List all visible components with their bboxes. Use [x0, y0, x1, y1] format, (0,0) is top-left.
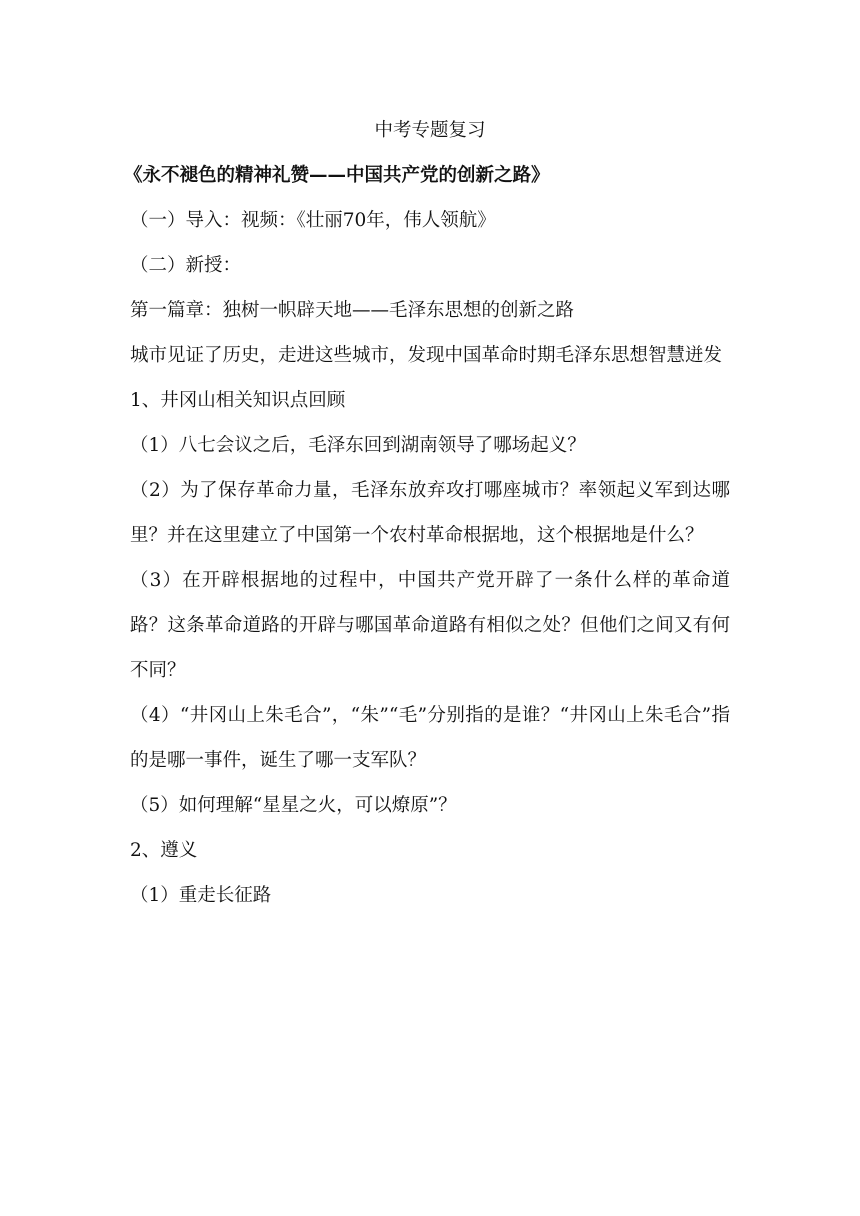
doc-title: 《永不褪色的精神礼赞——中国共产党的创新之路》 — [124, 165, 550, 186]
question-2: （2）为了保存革命力量，毛泽东放弃攻打哪座城市？率领起义军到达哪里？并在这里建立了中国第一个农村革命根据地，这个根据地是什么？ — [130, 480, 730, 546]
section-heading-jinggangshan: 1、井冈山相关知识点回顾 — [130, 390, 346, 411]
cities-paragraph: 城市见证了历史，走进这些城市，发现中国革命时期毛泽东思想智慧迸发 — [130, 345, 723, 366]
section-heading-zunyi: 2、遵义 — [130, 840, 198, 861]
question-4: （4）“井冈山上朱毛合”，“朱”“毛”分别指的是谁？“井冈山上朱毛合”指的是哪一事件，诞生了哪一支军队？ — [130, 705, 730, 771]
chapter-heading: 第一篇章：独树一帜辟天地——毛泽东思想的创新之路 — [130, 300, 575, 321]
new-lesson-line: （二）新授： — [130, 255, 242, 276]
doc-header: 中考专题复习 — [374, 120, 486, 141]
question-1: （1）八七会议之后，毛泽东回到湖南领导了哪场起义？ — [130, 435, 586, 456]
question-3: （3）在开辟根据地的过程中，中国共产党开辟了一条什么样的革命道路？这条革命道路的开辟与哪国革命道路有相似之处？但他们之间又有何不同？ — [130, 570, 730, 681]
intro-line: （一）导入：视频：《壮丽70年，伟人领航》 — [130, 210, 496, 231]
zunyi-question-1: （1）重走长征路 — [130, 885, 272, 906]
question-5: （5）如何理解“星星之火，可以燎原”？ — [130, 795, 457, 816]
document-body — [124, 108, 730, 918]
